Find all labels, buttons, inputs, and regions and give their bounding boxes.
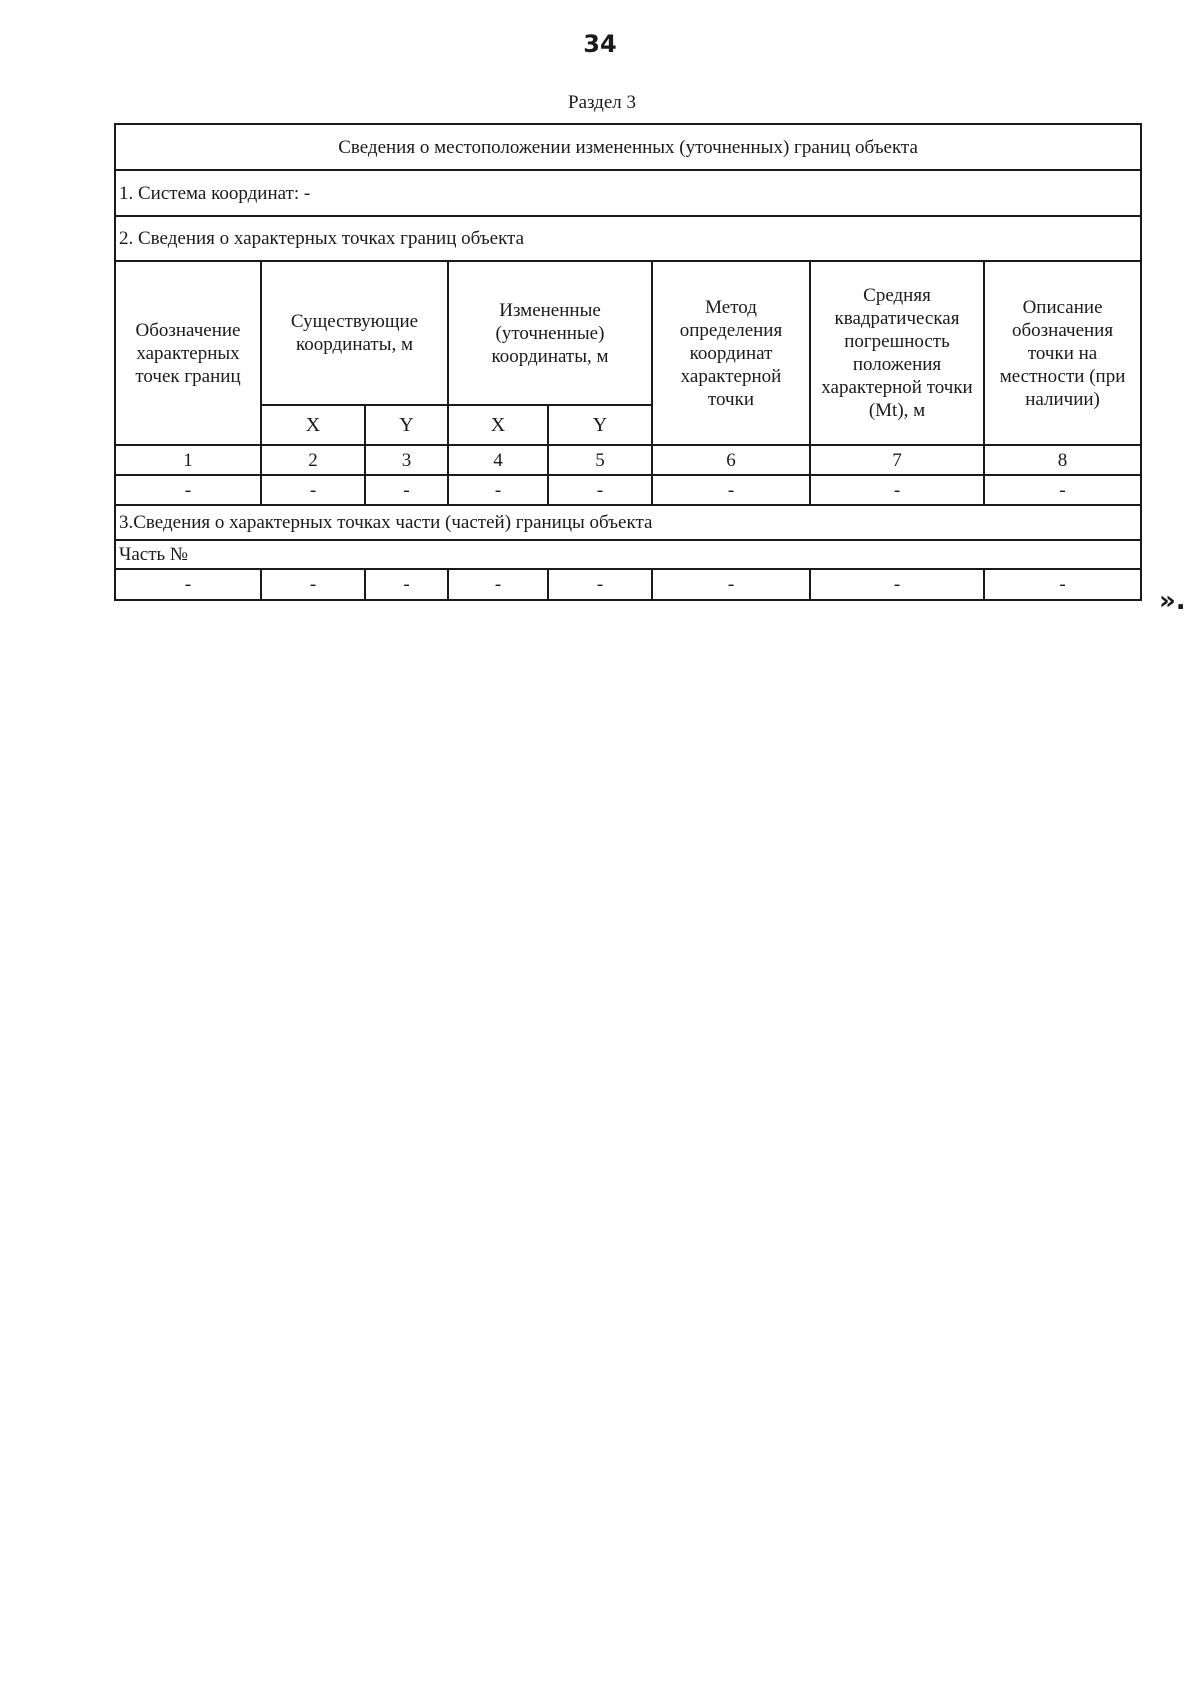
header-existing-coords: Существующие координаты, м <box>261 261 448 405</box>
header-changed-x: X <box>448 405 548 445</box>
section-title: Раздел 3 <box>568 92 636 113</box>
column-number: 7 <box>810 445 984 475</box>
table-cell: - <box>810 569 984 600</box>
table-cell: - <box>652 475 810 505</box>
boundary-table <box>114 123 1142 601</box>
table-cell: - <box>261 569 365 600</box>
header-changed-coords: Измененные (уточненные) координаты, м <box>448 261 652 405</box>
table-cell: - <box>448 475 548 505</box>
table-row <box>115 475 1141 505</box>
column-number: 4 <box>448 445 548 475</box>
column-numbers-row <box>115 445 1141 475</box>
column-number: 5 <box>548 445 652 475</box>
table-cell: - <box>984 569 1141 600</box>
column-number: 2 <box>261 445 365 475</box>
header-existing-y: Y <box>365 405 448 445</box>
column-number: 1 <box>115 445 261 475</box>
coordinate-system: 1. Система координат: - <box>115 170 1141 216</box>
column-number: 3 <box>365 445 448 475</box>
header-changed-y: Y <box>548 405 652 445</box>
closing-quote-mark: ». <box>1159 586 1186 616</box>
table-cell: - <box>448 569 548 600</box>
table-cell: - <box>365 569 448 600</box>
table-cell: - <box>810 475 984 505</box>
header-description: Описание обозначения точки на местности (при наличии) <box>984 261 1141 445</box>
table-cell: - <box>365 475 448 505</box>
table-cell: - <box>548 569 652 600</box>
page-number: 34 <box>583 30 617 58</box>
table-cell: - <box>652 569 810 600</box>
table-cell: - <box>261 475 365 505</box>
table-row <box>115 569 1141 600</box>
table-cell: - <box>115 569 261 600</box>
column-number: 8 <box>984 445 1141 475</box>
table-cell: - <box>984 475 1141 505</box>
header-mean-error: Средняя квадратическая погрешность положения характерной точки (Mt), м <box>810 261 984 445</box>
header-method: Метод определения координат характерной точки <box>652 261 810 445</box>
points-section-title: 2. Сведения о характерных точках границ объекта <box>115 216 1141 261</box>
part-label: Часть № <box>115 540 1141 569</box>
header-designation: Обозначение характерных точек границ <box>115 261 261 445</box>
header-existing-x: X <box>261 405 365 445</box>
table-cell: - <box>115 475 261 505</box>
table-cell: - <box>548 475 652 505</box>
table-title: Сведения о местоположении измененных (уточненных) границ объекта <box>115 124 1141 170</box>
parts-section-title: 3.Сведения о характерных точках части (частей) границы объекта <box>115 505 1141 540</box>
column-number: 6 <box>652 445 810 475</box>
